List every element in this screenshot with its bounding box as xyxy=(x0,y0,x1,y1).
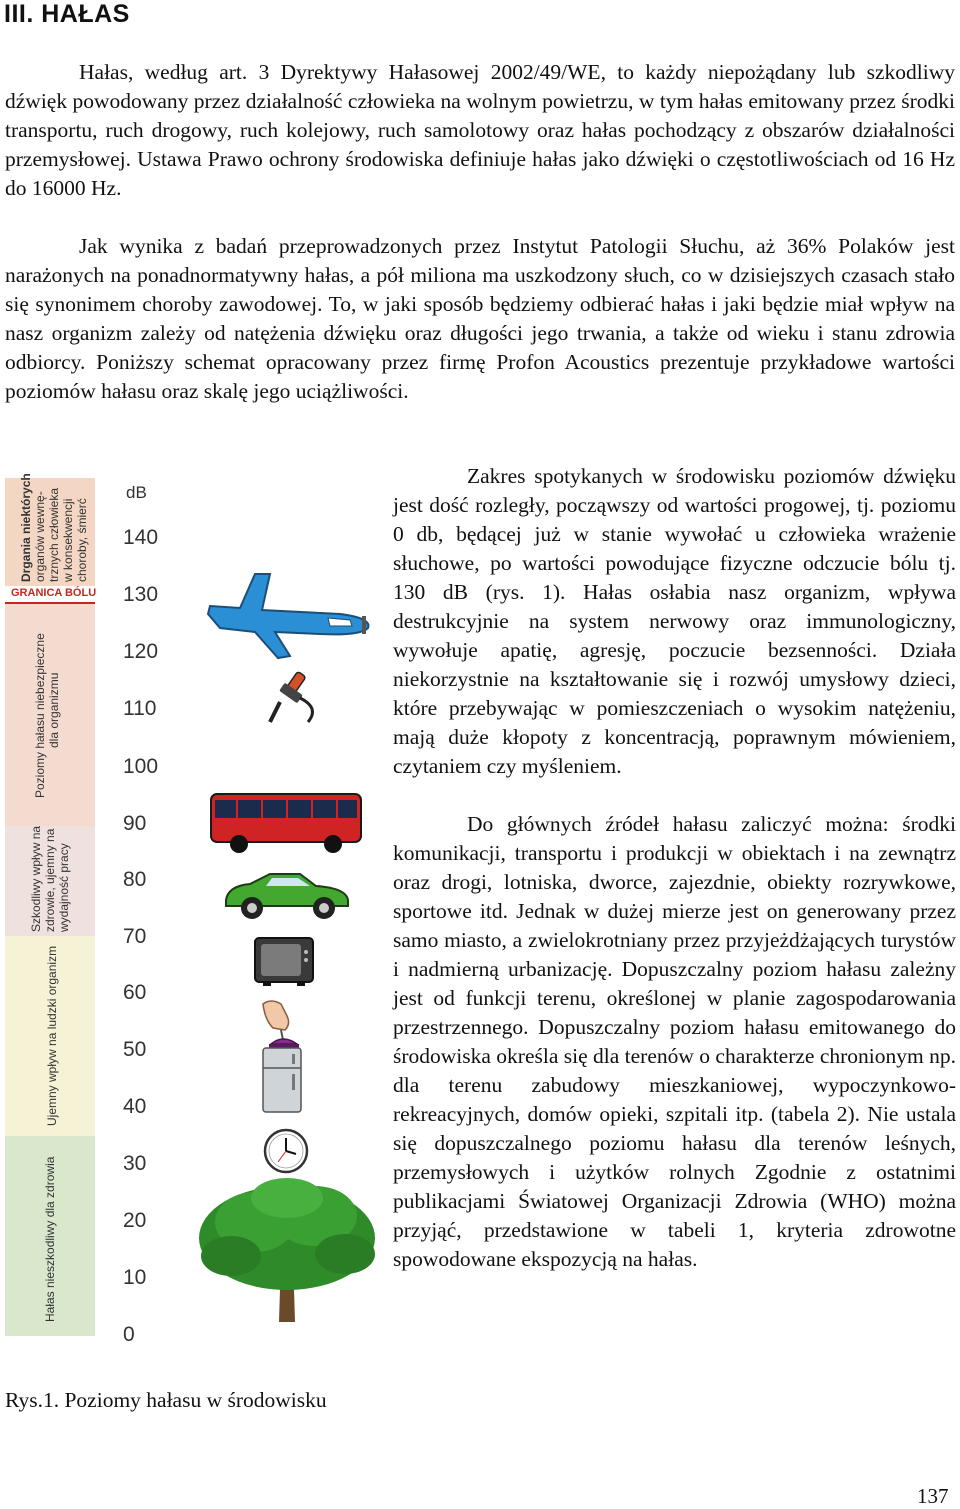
section-heading: III. HAŁAS xyxy=(4,0,130,28)
band-harmful-effect xyxy=(5,826,95,936)
fridge-icon xyxy=(260,1046,304,1114)
tick-100: 100 xyxy=(123,755,159,778)
page-number: 137 xyxy=(917,1484,949,1508)
band-danger-organs xyxy=(5,473,95,586)
tick-40: 40 xyxy=(123,1095,147,1118)
tick-80: 80 xyxy=(123,868,147,891)
band-1-line-5: choroby, śmierć xyxy=(75,498,89,582)
noise-level-figure xyxy=(5,473,385,1348)
band-2-line-1: Poziomy hałasu niebezpieczne xyxy=(33,633,47,798)
tick-60: 60 xyxy=(123,981,147,1004)
band-1-line-2: organów wewnę- xyxy=(33,491,47,582)
tick-90: 90 xyxy=(123,812,147,835)
side-paragraph-2: Do głównych źródeł hałasu zaliczyć można: środki komunikacji, transportu i produkcji w obiektach i na zewnątrz oraz drogi, lotniska, dworce, zajezdnie, obiekty rozrywkowe, sportowe itd. Jednak w dużej mierze jest on generowany przez samo miasto, a zwielokrotniany przez przyjeżdżających turystów i nadmierną urbanizację. Dopuszczalny poziom hałasu zależny jest od funkcji terenu, określonej w planie zagospodarowania przestrzennego. Dopuszczalny poziom hałasu emitowanego do środowiska określa się dla terenów o charakterze chronionym np. dla terenu zabudowy mieszkaniowej, wypoczynkowo-rekreacyjnych, domów opieki, szpitali itp. (tabela 2). Nie ustala się dopuszczalnego poziomu hałasu dla terenów leśnych, przemysłowych i użytków rolnych Zgodnie z ostatnimi publikacjami Światowej Organizacji Zdrowia (WHO) można przyjąć, przedstawione w tabeli 1, kryteria zdrowotne spowodowane ekspozycją na hałas. xyxy=(393,812,956,1271)
band-1-line-4: w konsekwencji xyxy=(61,498,75,582)
tick-0: 0 xyxy=(123,1323,135,1346)
tree-icon xyxy=(195,1176,380,1326)
intro-paragraph: Hałas, według art. 3 Dyrektywy Hałasowej 2002/49/WE, to każdy niepożądany lub szkodliwy dźwięk powodowany przez działalność człowieka na wolnym powietrzu, w tym hałas emitowany przez środki transportu, ruch drogowy, ruch kolejowy, ruch samolotowy oraz hałas pochodzący z obszarów działalności przemysłowej. Ustawa Prawo ochrony środowiska definiuje hałas jako dźwięki o częstotliwościach od 16 Hz do 16000 Hz. xyxy=(5,60,955,200)
tick-110: 110 xyxy=(123,697,157,720)
band-4-line-1: Ujemny wpływ na ludzki organizm xyxy=(45,945,59,1126)
research-paragraph: Jak wynika z badań przeprowadzonych przez Instytut Patologii Słuchu, aż 36% Polaków jest narażonych na ponadnormatywny hałas, a pół miliona ma uszkodzony słuch, co w dzisiejszych czasach stało się synonimem choroby zawodowej. To, w jaki sposób będziemy odbierać hałas i jaki będzie miał wpływ na nasz organizm zależy od natężenia dźwięku oraz długości jego trwania, a także od wieku i stanu zdrowia odbiorcy. Poniższy schemat opracowany przez firmę Profon Acoustics prezentuje przykładowe wartości poziomów hałasu oraz skalę jego uciążliwości. xyxy=(5,234,955,403)
band-1-line-1: Drgania niektórych xyxy=(19,473,33,582)
jackhammer-icon xyxy=(260,668,330,728)
band-dangerous-levels xyxy=(5,604,95,826)
airplane-icon xyxy=(200,566,375,661)
bus-icon xyxy=(207,788,367,856)
band-3-line-2: zdrowie, ujemny na xyxy=(43,828,57,932)
band-3-line-1: Szkodliwy wpływ na xyxy=(29,825,43,932)
side-paragraph-1: Zakres spotykanych w środowisku poziomów dźwięku jest dość rozległy, począwszy od wartości progowej, tj. poziomu 0 db, będącej już w stanie wywołać u człowieka wrażenie słuchowe, po wartości powodujące fizyczne odczucie bólu tj. 130 dB (rys. 1). Hałas osłabia nasz organizm, wpływa destrukcyjnie na system nerwowy oraz immunologiczny, wywołuje apatię, agresję, poczucie bezsenności. Działa niekorzystnie na kształtowanie się i rozwój umysłowy dzieci, które przebywając w pomieszczeniach o wysokim natężeniu, mają duże kłopoty z koncentracją, poprawnym mówieniem, czytaniem czy myśleniem. xyxy=(393,464,956,778)
band-harmless xyxy=(5,1136,95,1336)
band-negative-effect xyxy=(5,936,95,1136)
figure-caption: Rys.1. Poziomy hałasu w środowisku xyxy=(5,1388,327,1412)
band-2-line-2: dla organizmu xyxy=(47,672,61,748)
band-1-line-3: trznych człowieka xyxy=(47,487,61,582)
tick-50: 50 xyxy=(123,1038,147,1061)
db-unit-label: dB xyxy=(126,483,147,502)
tick-120: 120 xyxy=(123,640,159,663)
pain-threshold-label: GRANICA BÓLU xyxy=(11,587,97,599)
tick-10: 10 xyxy=(123,1266,147,1289)
tick-130: 130 xyxy=(123,583,159,606)
clock-icon xyxy=(263,1128,309,1174)
tick-20: 20 xyxy=(123,1209,147,1232)
tick-30: 30 xyxy=(123,1152,147,1175)
television-icon xyxy=(253,936,315,988)
band-3-line-3: wydajność pracy xyxy=(57,843,71,932)
tick-70: 70 xyxy=(123,925,147,948)
band-5-line-1: Hałas nieszkodliwy dla zdrowia xyxy=(43,1156,57,1322)
tick-140: 140 xyxy=(123,526,159,549)
car-icon xyxy=(220,862,355,922)
